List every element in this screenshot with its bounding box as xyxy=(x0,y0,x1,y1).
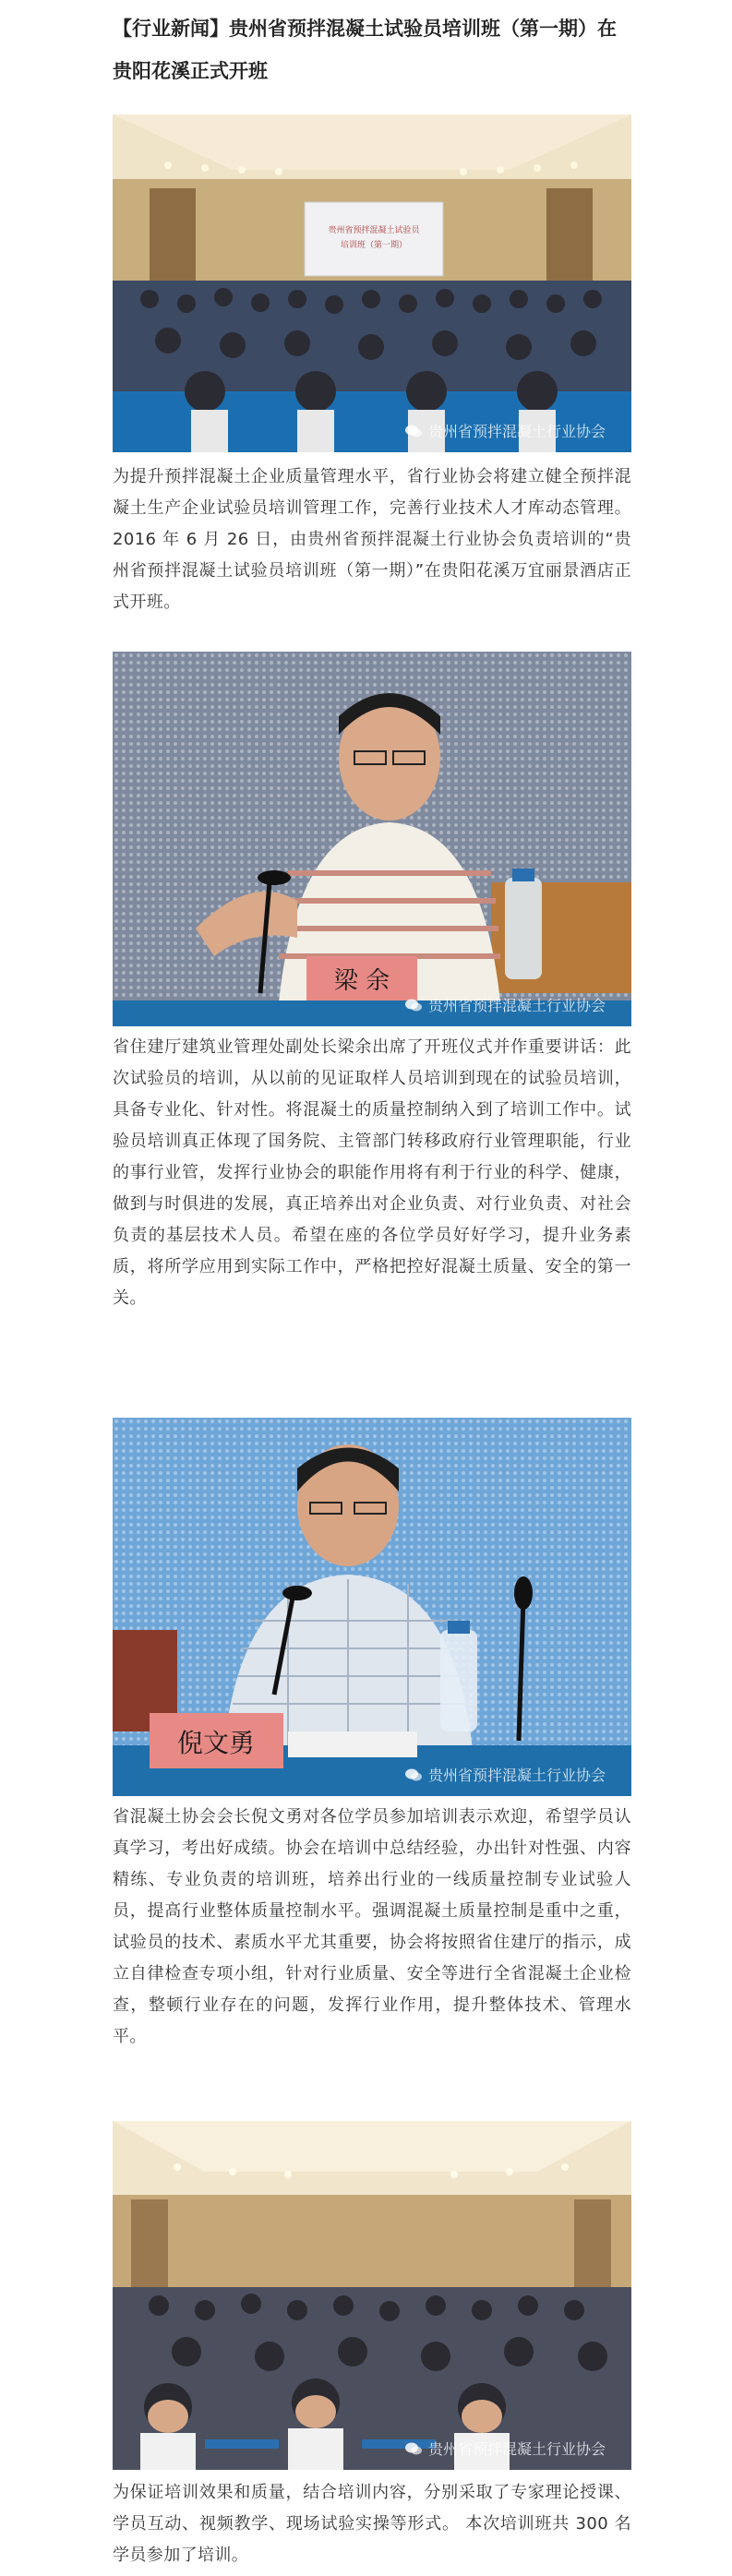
paragraph-2: 省住建厅建筑业管理处副处长梁余出席了开班仪式并作重要讲话：此次试验员的培训，从以前的见证取样人员培训到现在的试验员培训，具备专业化、针对性。将混凝土的质量控制纳入到了培训工作中。试验员培训真正体现了国务院、主管部门转移政府行业管理职能，行业的事行业管，发挥行业协会的职能作用将有利于行业的科学、健康，做到与时俱进的发展，真正培养出对企业负责、对行业负责、对社会负责的基层技术人员。希望在座的各位学员好好学习，提升业务素质，将所学应用到实际工作中，严格把控好混凝土质量、安全的第一关。 xyxy=(113,1037,631,1308)
screen-line-1: 贵州省预拌混凝土试验员 xyxy=(328,226,420,235)
paragraph-3: 省混凝土协会会长倪文勇对各位学员参加培训表示欢迎，希望学员认真学习，考出好成绩。协会在培训中总结经验，办出针对性强、内容精练、专业负责的培训班，培养出行业的一线质量控制专业试验人员，提高行业整体质量控制水平。强调混凝土质量控制是重中之重，试验员的技术、素质水平尤其重要，协会将按照省住建厅的指示，成立自律检查专项小组，针对行业质量、安全等进行全省混凝土企业检查，整顿行业存在的问题，发挥行业作用，提升整体技术、管理水平。 xyxy=(113,1807,631,2046)
watermark xyxy=(404,2438,606,2459)
wechat-icon xyxy=(404,424,423,438)
trainees-photo xyxy=(113,2121,631,2470)
watermark-text: 贵州省预拌混凝土行业协会 xyxy=(427,997,606,1014)
watermark xyxy=(404,1764,606,1785)
watermark-text: 贵州省预拌混凝土行业协会 xyxy=(427,2440,606,2458)
article-title: 【行业新闻】贵州省预拌混凝土试验员培训班（第一期）在贵阳花溪正式开班 xyxy=(113,17,617,82)
wechat-icon xyxy=(404,2441,423,2456)
watermark-text: 贵州省预拌混凝土行业协会 xyxy=(427,423,606,440)
paragraph-4: 为保证培训效果和质量，结合培训内容，分别采取了专家理论授课、学员互动、视频教学、现场试验实操等形式。 本次培训班共 300 名学员参加了培训。 xyxy=(113,2483,631,2565)
speaker-ni-photo xyxy=(113,1418,631,1796)
watermark xyxy=(404,420,606,441)
watermark-text: 贵州省预拌混凝土行业协会 xyxy=(427,1767,606,1784)
conference-hall-photo xyxy=(113,114,631,452)
paragraph-1: 为提升预拌混凝土企业质量管理水平，省行业协会将建立健全预拌混凝土生产企业试验员培训管理工作，完善行业技术人才库动态管理。2016 年 6 月 26 日，由贵州省预拌混凝土行业协会负责培训的“贵州省预拌混凝土试验员培训班（第一期）”在贵阳花溪万宜丽景酒店正式开班。 xyxy=(113,467,631,612)
wechat-icon xyxy=(404,998,423,1012)
nameplate-liang: 梁 余 xyxy=(333,967,390,995)
wechat-icon xyxy=(404,1767,423,1782)
screen-line-2: 培训班（第一期） xyxy=(340,241,408,250)
speaker-liang-photo xyxy=(113,652,631,1026)
nameplate-ni: 倪文勇 xyxy=(176,1728,256,1758)
watermark xyxy=(404,994,606,1015)
